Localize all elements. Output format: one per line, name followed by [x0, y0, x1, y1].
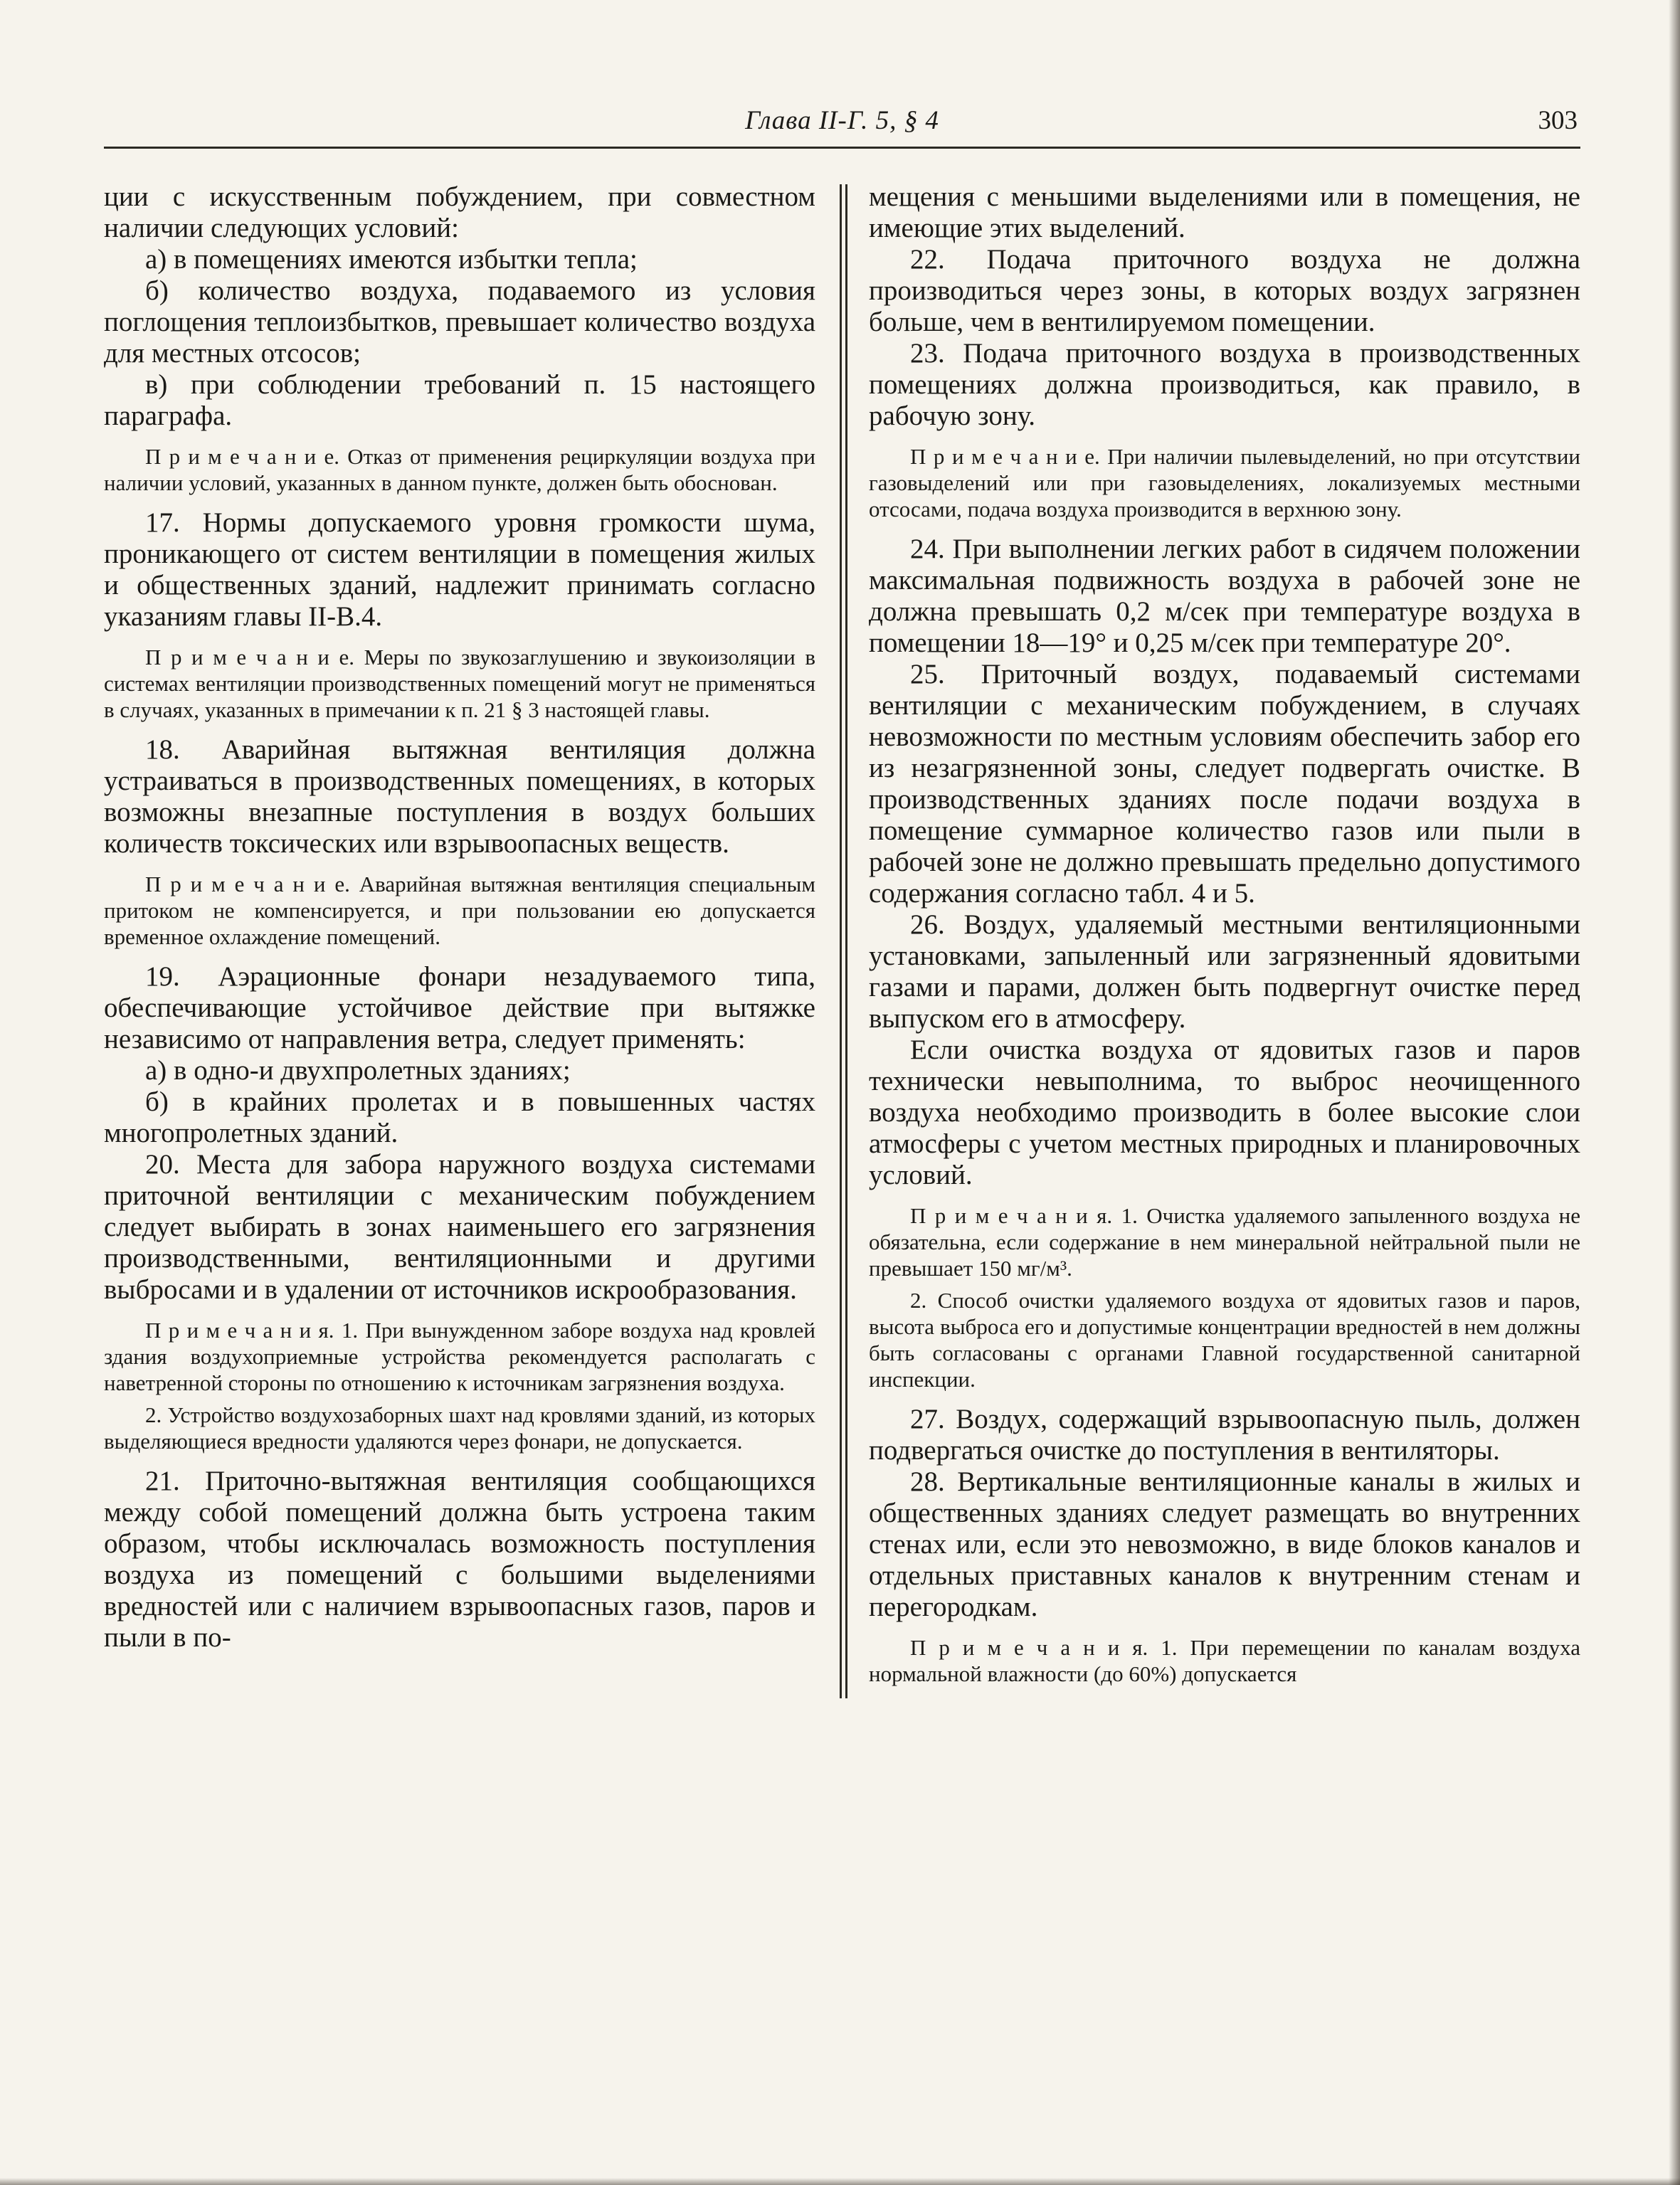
page-header [104, 105, 1580, 139]
note-paragraph: 2. Устройство воздухозаборных шахт над кровлями зданий, из которых выделяющиеся вредности удаляются через фонари, не допускается. [104, 1402, 815, 1454]
note-paragraph: П р и м е ч а н и я. 1. Очистка удаляемого запыленного воздуха не обязательна, если содержание в нем минеральной нейтральной пыли не превышает 150 мг/м³. [869, 1203, 1580, 1281]
body-paragraph: 18. Аварийная вытяжная вентиляция должна устраиваться в производственных помещениях, в которых возможны внезапные поступления в воздух больших количеств токсических или взрывоопасных веществ. [104, 734, 815, 859]
text-columns [104, 181, 1580, 1698]
column-divider [840, 184, 847, 1698]
note-paragraph: П р и м е ч а н и е. Отказ от применения рециркуляции воздуха при наличии условий, указанных в данном пункте, должен быть обоснован. [104, 444, 815, 495]
body-paragraph: ции с искусственным побуждением, при совместном наличии следующих условий: [104, 181, 815, 243]
note-paragraph: 2. Способ очистки удаляемого воздуха от ядовитых газов и паров, высота выброса его и допустимые концентрации вредностей в нем должны быть согласованы с органами Главной государственной санитарной инспекции. [869, 1288, 1580, 1392]
note-paragraph: П р и м е ч а н и я. 1. При перемещении по каналам воздуха нормальной влажности (до 60%) допускается [869, 1635, 1580, 1686]
body-paragraph: 27. Воздух, содержащий взрывоопасную пыль, должен подвергаться очистке до поступления в вентиляторы. [869, 1404, 1580, 1466]
body-paragraph: б) в крайних пролетах и в повышенных частях многопролетных зданий. [104, 1086, 815, 1148]
page-number: 303 [1538, 106, 1578, 135]
left-column [104, 181, 815, 1698]
body-paragraph: 20. Места для забора наружного воздуха системами приточной вентиляции с механическим побуждением следует выбирать в зонах наименьшего его загрязнения производственными, вентиляционными и другими выбросами и в удалении от источников искрообразования. [104, 1149, 815, 1305]
body-paragraph: б) количество воздуха, подаваемого из условия поглощения теплоизбытков, превышает количество воздуха для местных отсосов; [104, 275, 815, 369]
chapter-heading: Глава II-Г. 5, § 4 [745, 106, 939, 135]
body-paragraph: 19. Аэрационные фонари незадуваемого типа, обеспечивающие устойчивое действие при вытяжке независимо от направления ветра, следует применять: [104, 961, 815, 1054]
body-paragraph: 17. Нормы допускаемого уровня громкости шума, проникающего от систем вентиляции в помещения жилых и общественных зданий, надлежит принимать согласно указаниям главы II-В.4. [104, 507, 815, 632]
right-column [869, 181, 1580, 1698]
body-paragraph: а) в одно-и двухпролетных зданиях; [145, 1055, 571, 1086]
body-paragraph: 28. Вертикальные вентиляционные каналы в жилых и общественных зданиях следует размещать во внутренних стенах или, если это невозможно, в виде блоков каналов и отдельных приставных каналов к внутренним стенам и перегородкам. [869, 1466, 1580, 1622]
note-paragraph: П р и м е ч а н и е. Аварийная вытяжная вентиляция специальным притоком не компенсируется, и при пользовании ею допускается временное охлаждение помещений. [104, 872, 815, 949]
body-paragraph: Если очистка воздуха от ядовитых газов и паров технически невыполнима, то выброс неочищенного воздуха необходимо производить в более высокие слои атмосферы с учетом местных природных и планировочных условий. [869, 1035, 1580, 1190]
note-paragraph: П р и м е ч а н и е. Меры по звукозаглушению и звукоизоляции в системах вентиляции производственных помещений могут не применяться в случаях, указанных в примечании к п. 21 § 3 настоящей главы. [104, 645, 815, 722]
note-paragraph: П р и м е ч а н и я. 1. При вынужденном заборе воздуха над кровлей здания воздухоприемные устройства рекомендуется располагать с наветренной стороны по отношению к источникам загрязнения воздуха. [104, 1318, 815, 1395]
body-paragraph: 21. Приточно-вытяжная вентиляция сообщающихся между собой помещений должна быть устроена таким образом, чтобы исключалась возможность поступления воздуха из помещений с большими выделениями вредностей или с наличием взрывоопасных газов, паров и пыли в по- [104, 1466, 815, 1653]
header-rule [104, 147, 1580, 149]
body-paragraph: мещения с меньшими выделениями или в помещения, не имеющие этих выделений. [869, 181, 1580, 243]
body-paragraph: 25. Приточный воздух, подаваемый системами вентиляции с механическим побуждением, в случаях невозможности по местным условиям обеспечить забор его из незагрязненной зоны, следует подвергать очистке. В производственных зданиях после подачи воздуха в помещение суммарное количество газов или пыли в рабочей зоне не должно превышать предельно допустимого содержания согласно табл. 4 и 5. [869, 659, 1580, 909]
note-paragraph: П р и м е ч а н и е. При наличии пылевыделений, но при отсутствии газовыделений или при газовыделениях, локализуемых местными отсосами, подача воздуха производится в верхнюю зону. [869, 444, 1580, 522]
body-paragraph: в) при соблюдении требований п. 15 настоящего параграфа. [104, 369, 815, 431]
body-paragraph: а) в помещениях имеются избытки тепла; [145, 244, 638, 275]
body-paragraph: 22. Подача приточного воздуха не должна производиться через зоны, в которых воздух загрязнен больше, чем в вентилируемом помещении. [869, 244, 1580, 337]
body-paragraph: 24. При выполнении легких работ в сидячем положении максимальная подвижность воздуха в рабочей зоне не должна превышать 0,2 м/сек при температуре воздуха в помещении 18—19° и 0,25 м/сек при температуре 20°. [869, 534, 1580, 658]
body-paragraph: 26. Воздух, удаляемый местными вентиляционными установками, запыленный или загрязненный ядовитыми газами и парами, должен быть подвергнут очистке перед выпуском его в атмосферу. [869, 909, 1580, 1034]
body-paragraph: 23. Подача приточного воздуха в производственных помещениях должна производиться, как правило, в рабочую зону. [869, 338, 1580, 431]
